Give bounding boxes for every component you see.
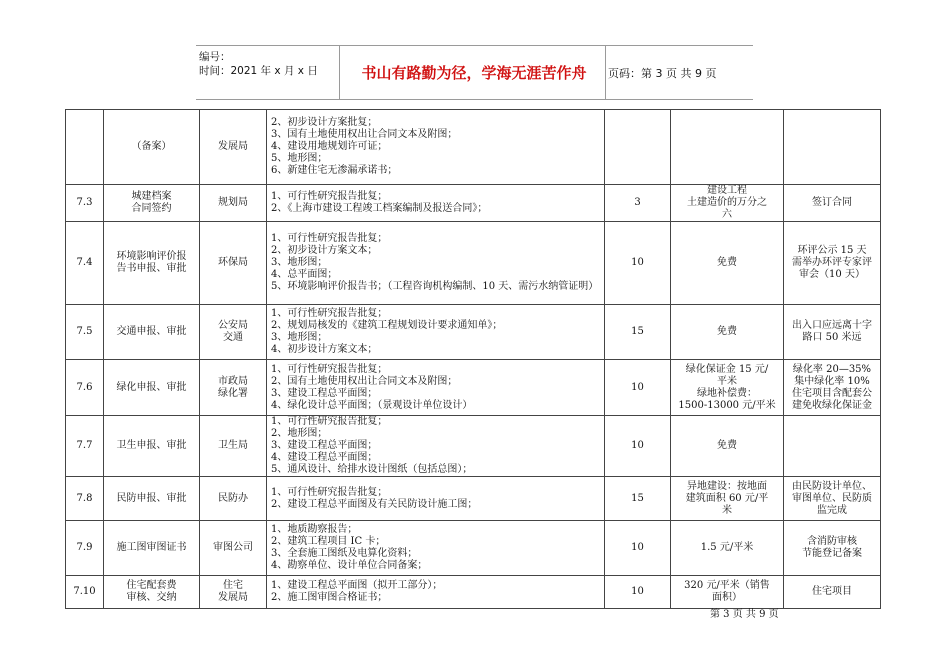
requirement-item: 1、可行性研究报告批复； xyxy=(271,308,388,319)
requirements-cell xyxy=(267,110,605,185)
requirement-item: 4、建设工程总平面图； xyxy=(271,452,378,463)
remarks-line: 住宅项目含配套公 xyxy=(792,387,872,399)
fee-cell: 免费 xyxy=(671,305,784,360)
requirement-item: 1、地质勘察报告； xyxy=(271,524,358,535)
remarks-line: 绿化率 20—35% xyxy=(792,363,872,375)
fee-line: 异地建设：按地面 xyxy=(687,480,767,492)
requirement-item: 4、建设用地规划许可证； xyxy=(271,141,388,152)
remarks-cell xyxy=(784,222,881,305)
item-name-line: 环境影响评价报 xyxy=(116,251,187,262)
fee-line: 面积） xyxy=(712,592,742,603)
department-line: 住宅 xyxy=(223,580,243,591)
requirement-item: 2、初步设计方案文本； xyxy=(271,245,378,256)
fee-cell xyxy=(671,110,784,185)
department-cell xyxy=(200,305,267,360)
requirements-cell xyxy=(267,477,605,521)
requirement-item: 4、绿化设计总平面图；（景观设计单位设计） xyxy=(271,399,473,411)
fee-line: 320 元/平米（销售 xyxy=(684,580,770,591)
department-line: 绿化署 xyxy=(218,387,248,399)
requirements-cell xyxy=(267,185,605,222)
department-cell xyxy=(200,576,267,609)
header-time: 时间：2021 年 x 月 x 日 xyxy=(199,65,318,77)
page-header xyxy=(196,45,753,100)
header-number: 编号： xyxy=(199,51,231,63)
header-page: 页码：第 3 页 共 9 页 xyxy=(608,66,717,80)
fee-cell: 免费 xyxy=(671,222,784,305)
remarks-cell xyxy=(784,110,881,185)
header-info xyxy=(199,50,318,78)
header-divider xyxy=(339,46,340,99)
table-row xyxy=(66,222,881,305)
department-cell: 审图公司 xyxy=(200,521,267,576)
remarks-line: 含消防审核 xyxy=(807,536,857,547)
remarks-line: 由民防设计单位、 xyxy=(792,480,872,492)
requirement-item: 3、地形图； xyxy=(271,332,328,343)
requirement-item: 4、初步设计方案文本； xyxy=(271,344,378,355)
requirement-item: 2、施工图审图合格证书； xyxy=(271,592,388,603)
requirements-cell xyxy=(267,360,605,416)
department-cell: 民防办 xyxy=(200,477,267,521)
processing-days-cell: 3 xyxy=(605,185,671,222)
requirement-item: 5、通风设计、给排水设计图纸（包括总图）； xyxy=(271,464,473,475)
fee-cell: 免费 xyxy=(671,416,784,477)
table-row xyxy=(66,110,881,185)
item-name-line: 合同签约 xyxy=(131,203,172,214)
item-name-cell xyxy=(104,185,200,222)
processing-days-cell: 10 xyxy=(605,222,671,305)
remarks-cell: 签订合同 xyxy=(784,185,881,222)
remarks-line: 环评公示 15 天 xyxy=(797,245,867,256)
fee-cell xyxy=(671,477,784,521)
requirements-cell xyxy=(267,576,605,609)
remarks-line: 审图单位、民防质 xyxy=(792,492,872,504)
item-name-cell: 施工图审图证书 xyxy=(104,521,200,576)
fee-line: 1500-13000 元/平米 xyxy=(678,399,776,411)
fee-cell: 1.5 元/平米 xyxy=(671,521,784,576)
requirement-item: 5、环境影响评价报告书；（工程咨询机构编制、10 天、需污水纳管证明） xyxy=(271,281,599,292)
processing-days-cell: 10 xyxy=(605,576,671,609)
requirement-item: 1、可行性研究报告批复； xyxy=(271,416,388,427)
department-cell xyxy=(200,360,267,416)
header-motto: 书山有路勤为径，学海无涯苦作舟 xyxy=(361,64,587,82)
requirement-item: 2、地形图； xyxy=(271,428,328,439)
department-line: 交通 xyxy=(223,332,243,343)
item-number-cell: 7.3 xyxy=(66,185,104,222)
fee-line: 六 xyxy=(722,209,732,220)
requirement-item: 4、总平面图； xyxy=(271,269,338,280)
remarks-line: 集中绿化率 10% xyxy=(794,375,870,387)
department-line: 发展局 xyxy=(218,592,248,603)
remarks-line: 审会（10 天） xyxy=(799,269,865,280)
fee-cell xyxy=(671,576,784,609)
item-number-cell: 7.4 xyxy=(66,222,104,305)
item-name-line: 城建档案 xyxy=(131,191,172,202)
requirement-item: 1、建设工程总平面图（拟开工部分）； xyxy=(271,580,443,591)
department-cell: 卫生局 xyxy=(200,416,267,477)
header-divider xyxy=(605,46,606,99)
fee-cell xyxy=(671,360,784,416)
item-number-cell: 7.7 xyxy=(66,416,104,477)
requirement-item: 1、可行性研究报告批复； xyxy=(271,233,388,244)
fee-line: 绿地补偿费： xyxy=(697,387,757,399)
item-name-cell: 绿化申报、审批 xyxy=(104,360,200,416)
requirement-item: 3、全套施工图纸及电算化资料； xyxy=(271,548,418,559)
requirement-item: 3、建设工程总平面图； xyxy=(271,440,378,451)
remarks-cell xyxy=(784,477,881,521)
requirement-item: 4、勘察单位、设计单位合同备案； xyxy=(271,560,428,571)
item-name-cell: 卫生申报、审批 xyxy=(104,416,200,477)
requirement-item: 2、初步设计方案批复； xyxy=(271,117,378,128)
remarks-line: 出入口应远离十字 xyxy=(792,320,872,331)
requirements-cell xyxy=(267,521,605,576)
requirement-item: 2、《上海市建设工程竣工档案编制及报送合同》； xyxy=(271,203,488,214)
item-name-cell xyxy=(104,222,200,305)
fee-line: 米 xyxy=(722,504,732,516)
table-row xyxy=(66,360,881,416)
fee-line: 土建造价的万分之 xyxy=(687,197,767,208)
item-number-cell xyxy=(66,110,104,185)
table-row xyxy=(66,576,881,609)
department-cell: 发展局 xyxy=(200,110,267,185)
remarks-cell xyxy=(784,521,881,576)
requirement-item: 5、地形图； xyxy=(271,153,328,164)
requirement-item: 1、可行性研究报告批复； xyxy=(271,191,388,202)
requirement-item: 3、地形图； xyxy=(271,257,328,268)
fee-line: 建设工程 xyxy=(707,185,747,196)
processing-days-cell: 10 xyxy=(605,360,671,416)
item-name-cell xyxy=(104,576,200,609)
approval-table xyxy=(65,109,881,609)
item-number-cell: 7.6 xyxy=(66,360,104,416)
requirement-item: 2、规划局核发的《建筑工程规划设计要求通知单》； xyxy=(271,320,503,331)
processing-days-cell: 10 xyxy=(605,416,671,477)
fee-line: 平米 xyxy=(717,375,737,387)
item-number-cell: 7.8 xyxy=(66,477,104,521)
requirement-item: 3、建设工程总平面图； xyxy=(271,387,378,399)
requirement-item: 1、可行性研究报告批复； xyxy=(271,363,388,375)
requirements-cell xyxy=(267,222,605,305)
item-name-cell: 民防申报、审批 xyxy=(104,477,200,521)
department-cell: 环保局 xyxy=(200,222,267,305)
processing-days-cell: 15 xyxy=(605,477,671,521)
table-row xyxy=(66,305,881,360)
item-number-cell: 7.9 xyxy=(66,521,104,576)
item-name-line: 审核、交纳 xyxy=(126,592,177,603)
processing-days-cell xyxy=(605,110,671,185)
remarks-line: 监完成 xyxy=(817,504,847,516)
requirement-item: 1、可行性研究报告批复； xyxy=(271,486,388,498)
item-number-cell: 7.5 xyxy=(66,305,104,360)
requirement-item: 2、国有土地使用权出让合同文本及附图； xyxy=(271,375,458,387)
table-row xyxy=(66,416,881,477)
department-line: 公安局 xyxy=(218,320,248,331)
table-row xyxy=(66,185,881,222)
page-footer: 第 3 页 共 9 页 xyxy=(710,609,779,620)
processing-days-cell: 10 xyxy=(605,521,671,576)
department-line: 市政局 xyxy=(218,375,248,387)
item-name-cell: 交通申报、审批 xyxy=(104,305,200,360)
remarks-cell xyxy=(784,416,881,477)
processing-days-cell: 15 xyxy=(605,305,671,360)
table-row xyxy=(66,521,881,576)
remarks-line: 需举办环评专家评 xyxy=(792,257,872,268)
fee-line: 建筑面积 60 元/平 xyxy=(685,492,769,504)
remarks-cell xyxy=(784,360,881,416)
item-number-cell: 7.10 xyxy=(66,576,104,609)
remarks-line: 节能登记备案 xyxy=(802,548,862,559)
requirement-item: 2、建筑工程项目 IC 卡； xyxy=(271,536,386,547)
item-name-cell: （备案） xyxy=(104,110,200,185)
department-cell: 规划局 xyxy=(200,185,267,222)
remarks-cell xyxy=(784,305,881,360)
requirement-item: 2、建设工程总平面图及有关民防设计施工图； xyxy=(271,498,478,510)
remarks-cell: 住宅项目 xyxy=(784,576,881,609)
remarks-line: 路口 50 米远 xyxy=(802,332,862,343)
requirement-item: 3、国有土地使用权出让合同文本及附图； xyxy=(271,129,458,140)
requirement-item: 6、新建住宅无渗漏承诺书； xyxy=(271,165,398,176)
item-name-line: 住宅配套费 xyxy=(126,580,177,591)
requirements-cell xyxy=(267,416,605,477)
requirements-cell xyxy=(267,305,605,360)
fee-line: 绿化保证金 15 元/ xyxy=(685,363,769,375)
item-name-line: 告书申报、审批 xyxy=(116,263,187,274)
fee-cell xyxy=(671,185,784,222)
table-row xyxy=(66,477,881,521)
remarks-line: 建免收绿化保证金 xyxy=(792,399,872,411)
